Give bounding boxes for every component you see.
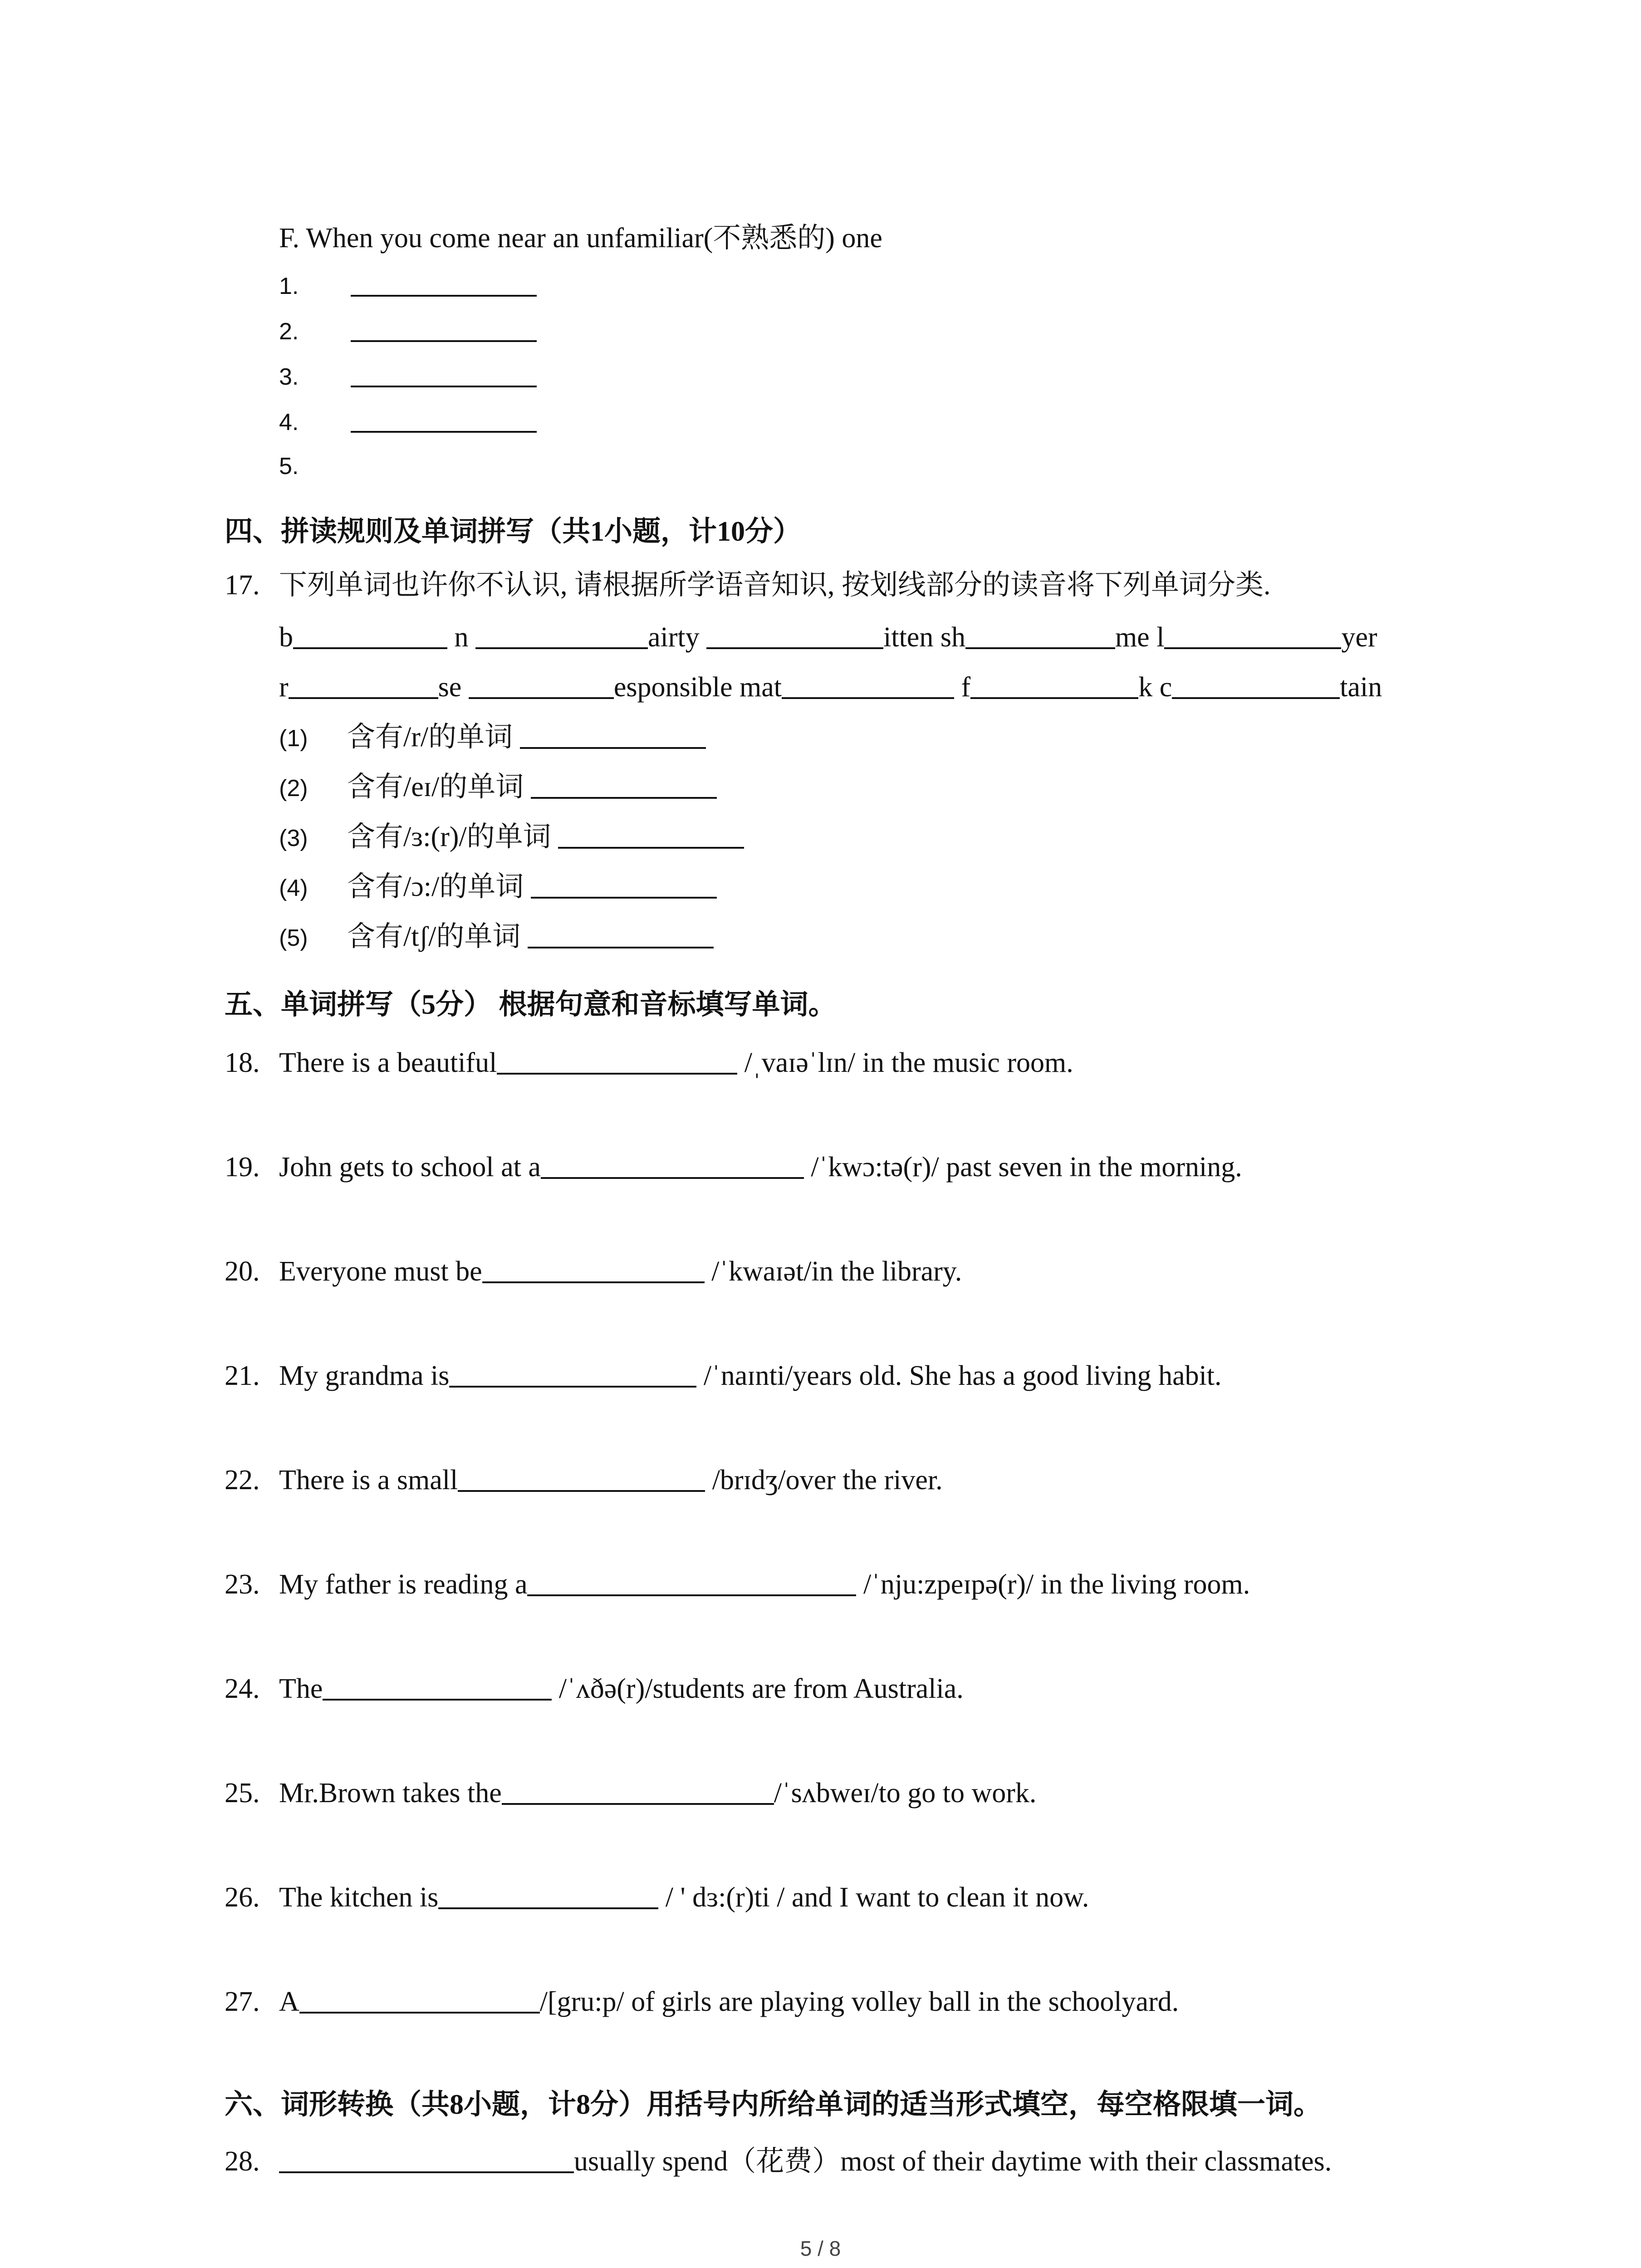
- sub-question-1: (1) 含有/r/的单词: [279, 719, 706, 757]
- word-blank[interactable]: [706, 619, 883, 649]
- word-blank[interactable]: [475, 619, 648, 649]
- answer-blank[interactable]: [351, 312, 537, 342]
- question-23: 23. My father is reading a /ˈnju:zpeɪpə(r)/ in the living room.: [225, 1566, 1250, 1603]
- word-blank[interactable]: [970, 669, 1138, 699]
- spelling-blank[interactable]: [438, 1879, 658, 1909]
- spelling-blank[interactable]: [502, 1775, 774, 1805]
- page-number: 5 / 8: [800, 2237, 841, 2260]
- word-blank[interactable]: [1172, 669, 1340, 699]
- sub-blank[interactable]: [558, 819, 744, 849]
- spelling-blank[interactable]: [323, 1671, 552, 1701]
- spelling-blank[interactable]: [527, 1566, 856, 1596]
- question-24: 24. The /ˈʌðə(r)/students are from Australia.: [225, 1671, 964, 1707]
- word-blank[interactable]: [289, 669, 438, 699]
- sub-blank[interactable]: [531, 869, 717, 899]
- answer-line-1: 1.: [279, 267, 537, 304]
- word-blank[interactable]: [1164, 619, 1341, 649]
- question-27: 27. A /[gru:p/ of girls are playing volley ball in the schoolyard.: [225, 1984, 1179, 2020]
- sub-question-4: (4) 含有/ɔ:/的单词: [279, 869, 717, 906]
- section-4-heading: 四、拼读规则及单词拼写（共1小题，计10分）: [225, 516, 802, 547]
- answer-blank[interactable]: [351, 403, 537, 433]
- question-25: 25. Mr.Brown takes the /ˈsʌbweɪ/to go to work.: [225, 1775, 1036, 1811]
- spelling-blank[interactable]: [458, 1462, 705, 1492]
- sub-blank[interactable]: [520, 719, 706, 749]
- question-22: 22. There is a small /brɪdʒ/over the river.: [225, 1462, 943, 1498]
- spelling-blank[interactable]: [449, 1358, 696, 1388]
- question-17: 17. 下列单词也许你不认识, 请根据所学语音知识, 按划线部分的读音将下列单词分类.: [225, 570, 1271, 601]
- spelling-blank[interactable]: [482, 1253, 705, 1283]
- word-row-2: r se esponsible mat f k c tain: [279, 669, 1382, 705]
- question-26: 26. The kitchen is / ' dɜ:(r)ti / and I want to clean it now.: [225, 1879, 1089, 1916]
- answer-line-2: 2.: [279, 312, 537, 350]
- section-5-heading: 五、单词拼写（5分） 根据句意和音标填写单词。: [225, 989, 837, 1020]
- sub-blank[interactable]: [531, 769, 717, 799]
- word-blank[interactable]: [965, 619, 1115, 649]
- answer-line-5: 5.: [279, 453, 299, 479]
- sub-question-3: (3) 含有/ɜ:(r)/的单词: [279, 819, 744, 856]
- spelling-blank[interactable]: [541, 1149, 804, 1179]
- answer-line-4: 4.: [279, 403, 537, 440]
- option-f: F. When you come near an unfamiliar(不熟悉的) one: [279, 223, 882, 254]
- section-6-heading: 六、词形转换（共8小题，计8分）用括号内所给单词的适当形式填空，每空格限填一词。: [225, 2089, 1322, 2120]
- word-blank[interactable]: [782, 669, 954, 699]
- question-20: 20. Everyone must be /ˈkwaɪət/in the library.: [225, 1253, 962, 1290]
- answer-blank[interactable]: [351, 267, 537, 297]
- answer-line-3: 3.: [279, 357, 537, 395]
- word-row-1: b n airty itten sh me l yer: [279, 619, 1377, 655]
- question-21: 21. My grandma is /ˈnaɪnti/years old. She has a good living habit.: [225, 1358, 1222, 1394]
- sub-question-5: (5) 含有/tʃ/的单词: [279, 919, 714, 956]
- question-19: 19. John gets to school at a /ˈkwɔ:tə(r)/ past seven in the morning.: [225, 1149, 1242, 1185]
- word-blank[interactable]: [469, 669, 614, 699]
- question-28: 28. usually spend（花费）most of their daytime with their classmates.: [225, 2143, 1332, 2180]
- word-form-blank[interactable]: [279, 2143, 574, 2173]
- sub-question-2: (2) 含有/eɪ/的单词: [279, 769, 717, 807]
- spelling-blank[interactable]: [497, 1045, 737, 1075]
- spelling-blank[interactable]: [299, 1984, 540, 2014]
- answer-blank[interactable]: [351, 357, 537, 387]
- question-18: 18. There is a beautiful /ˌvaɪəˈlɪn/ in the music room.: [225, 1045, 1073, 1081]
- sub-blank[interactable]: [528, 919, 714, 948]
- word-blank[interactable]: [293, 619, 447, 649]
